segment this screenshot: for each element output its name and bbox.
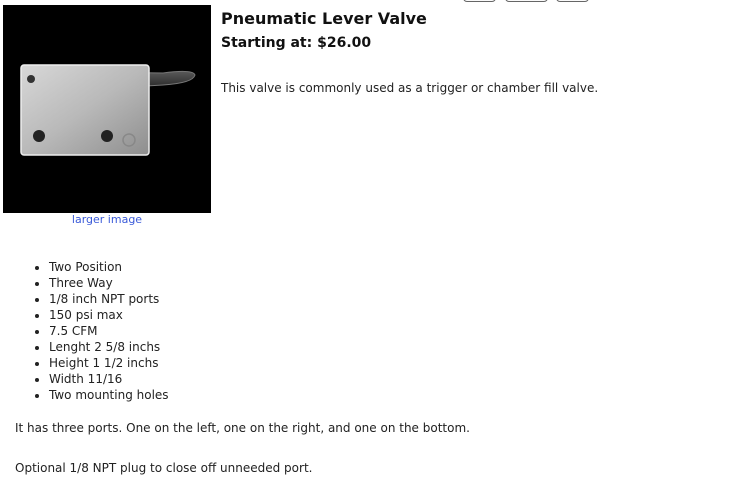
feature-item: • 150 psi max [49,307,169,323]
plug-paragraph: Optional 1/8 NPT plug to close off unneeded port. [15,461,313,475]
feature-item: • Width 11/16 [49,371,169,387]
product-price: Starting at: $26.00 [221,35,372,51]
feature-item: • Three Way [49,275,169,291]
feature-list [49,259,169,403]
product-title: Pneumatic Lever Valve [221,9,427,28]
feature-item: • Height 1 1/2 inchs [49,355,169,371]
top-nav-button-2[interactable] [505,0,548,2]
larger-image-link[interactable]: larger image [71,213,143,226]
feature-item: • Lenght 2 5/8 inchs [49,339,169,355]
top-nav-button-1[interactable] [463,0,496,2]
top-nav-button-3[interactable] [556,0,589,2]
product-image[interactable] [3,5,211,213]
feature-item: • Two Position [49,259,169,275]
valve-photo [3,5,211,213]
product-description: This valve is commonly used as a trigger or chamber fill valve. [221,81,599,95]
feature-item: • 7.5 CFM [49,323,169,339]
ports-paragraph: It has three ports. One on the left, one on the right, and one on the bottom. [15,421,470,435]
feature-item: • 1/8 inch NPT ports [49,291,169,307]
feature-item: • Two mounting holes [49,387,169,403]
